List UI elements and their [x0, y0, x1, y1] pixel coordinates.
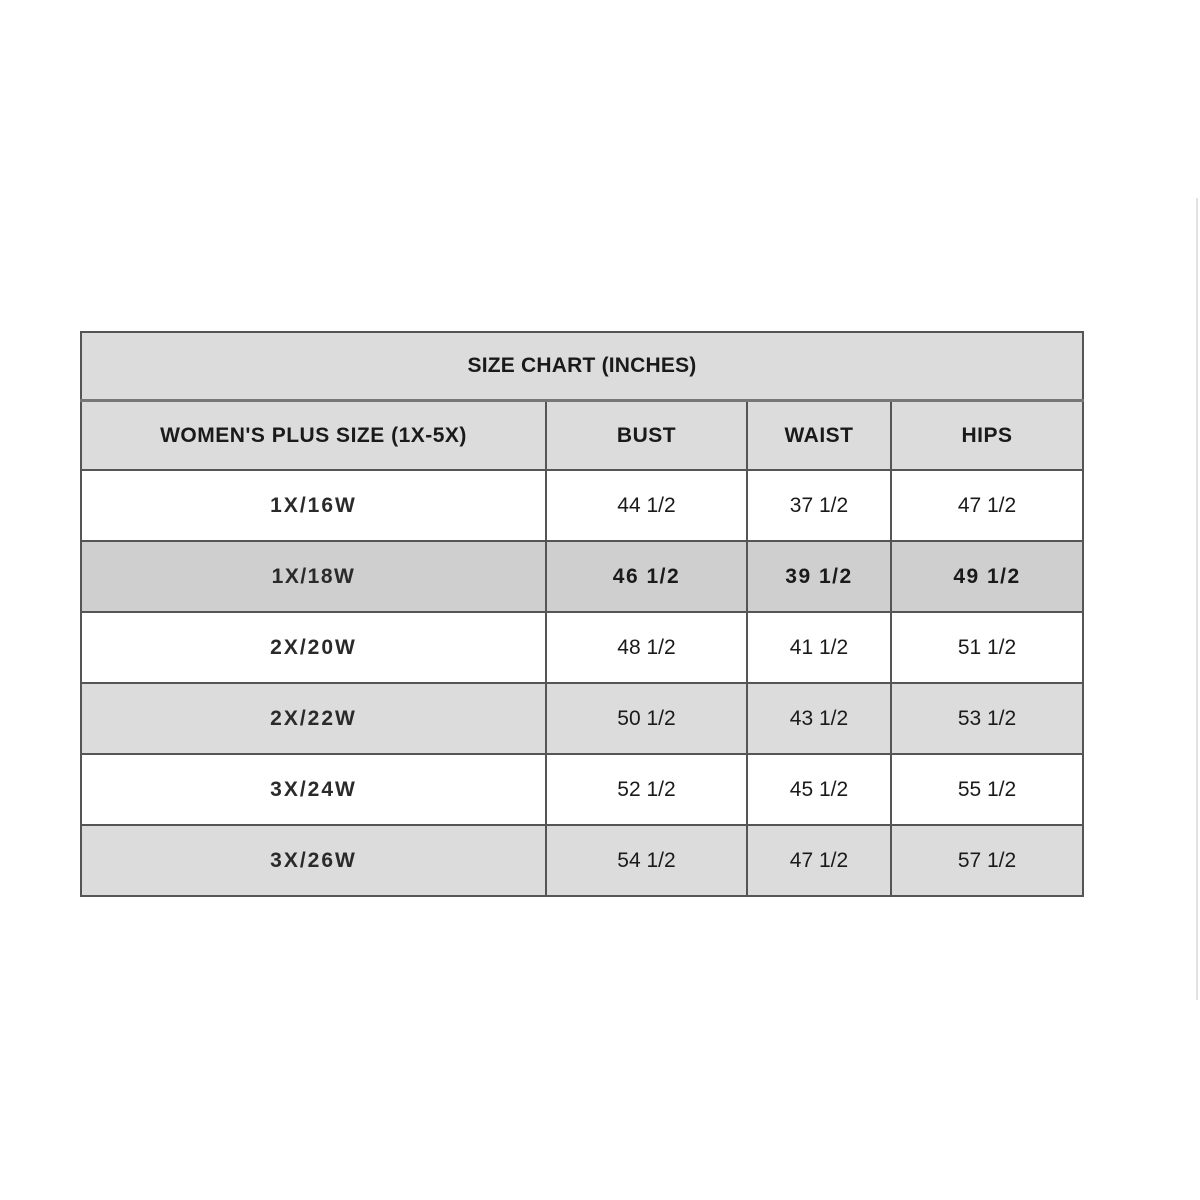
bust-cell: 54 1/2 [546, 825, 747, 896]
bust-cell: 48 1/2 [546, 612, 747, 683]
size-chart-table [80, 331, 1084, 897]
hips-cell: 53 1/2 [891, 683, 1083, 754]
hips-cell: 55 1/2 [891, 754, 1083, 825]
waist-cell: 39 1/2 [747, 541, 891, 612]
bust-cell: 50 1/2 [546, 683, 747, 754]
right-edge-divider [1196, 198, 1198, 1000]
bust-cell: 52 1/2 [546, 754, 747, 825]
waist-cell: 41 1/2 [747, 612, 891, 683]
size-cell: 1X/18W [81, 541, 546, 612]
table-row [81, 754, 1083, 825]
waist-cell: 45 1/2 [747, 754, 891, 825]
size-cell: 2X/20W [81, 612, 546, 683]
waist-cell: 37 1/2 [747, 470, 891, 541]
table-row [81, 825, 1083, 896]
header-size: WOMEN'S PLUS SIZE (1X-5X) [81, 401, 546, 471]
table-row [81, 612, 1083, 683]
size-cell: 3X/24W [81, 754, 546, 825]
table-row [81, 683, 1083, 754]
hips-cell: 51 1/2 [891, 612, 1083, 683]
bust-cell: 44 1/2 [546, 470, 747, 541]
table-row [81, 541, 1083, 612]
table-row [81, 470, 1083, 541]
table-title-row [81, 332, 1083, 401]
header-waist: WAIST [747, 401, 891, 471]
hips-cell: 47 1/2 [891, 470, 1083, 541]
hips-cell: 49 1/2 [891, 541, 1083, 612]
size-cell: 3X/26W [81, 825, 546, 896]
bust-cell: 46 1/2 [546, 541, 747, 612]
waist-cell: 47 1/2 [747, 825, 891, 896]
table-header-row [81, 401, 1083, 471]
header-hips: HIPS [891, 401, 1083, 471]
hips-cell: 57 1/2 [891, 825, 1083, 896]
size-cell: 1X/16W [81, 470, 546, 541]
header-bust: BUST [546, 401, 747, 471]
waist-cell: 43 1/2 [747, 683, 891, 754]
table-title: SIZE CHART (INCHES) [81, 332, 1083, 401]
size-cell: 2X/22W [81, 683, 546, 754]
